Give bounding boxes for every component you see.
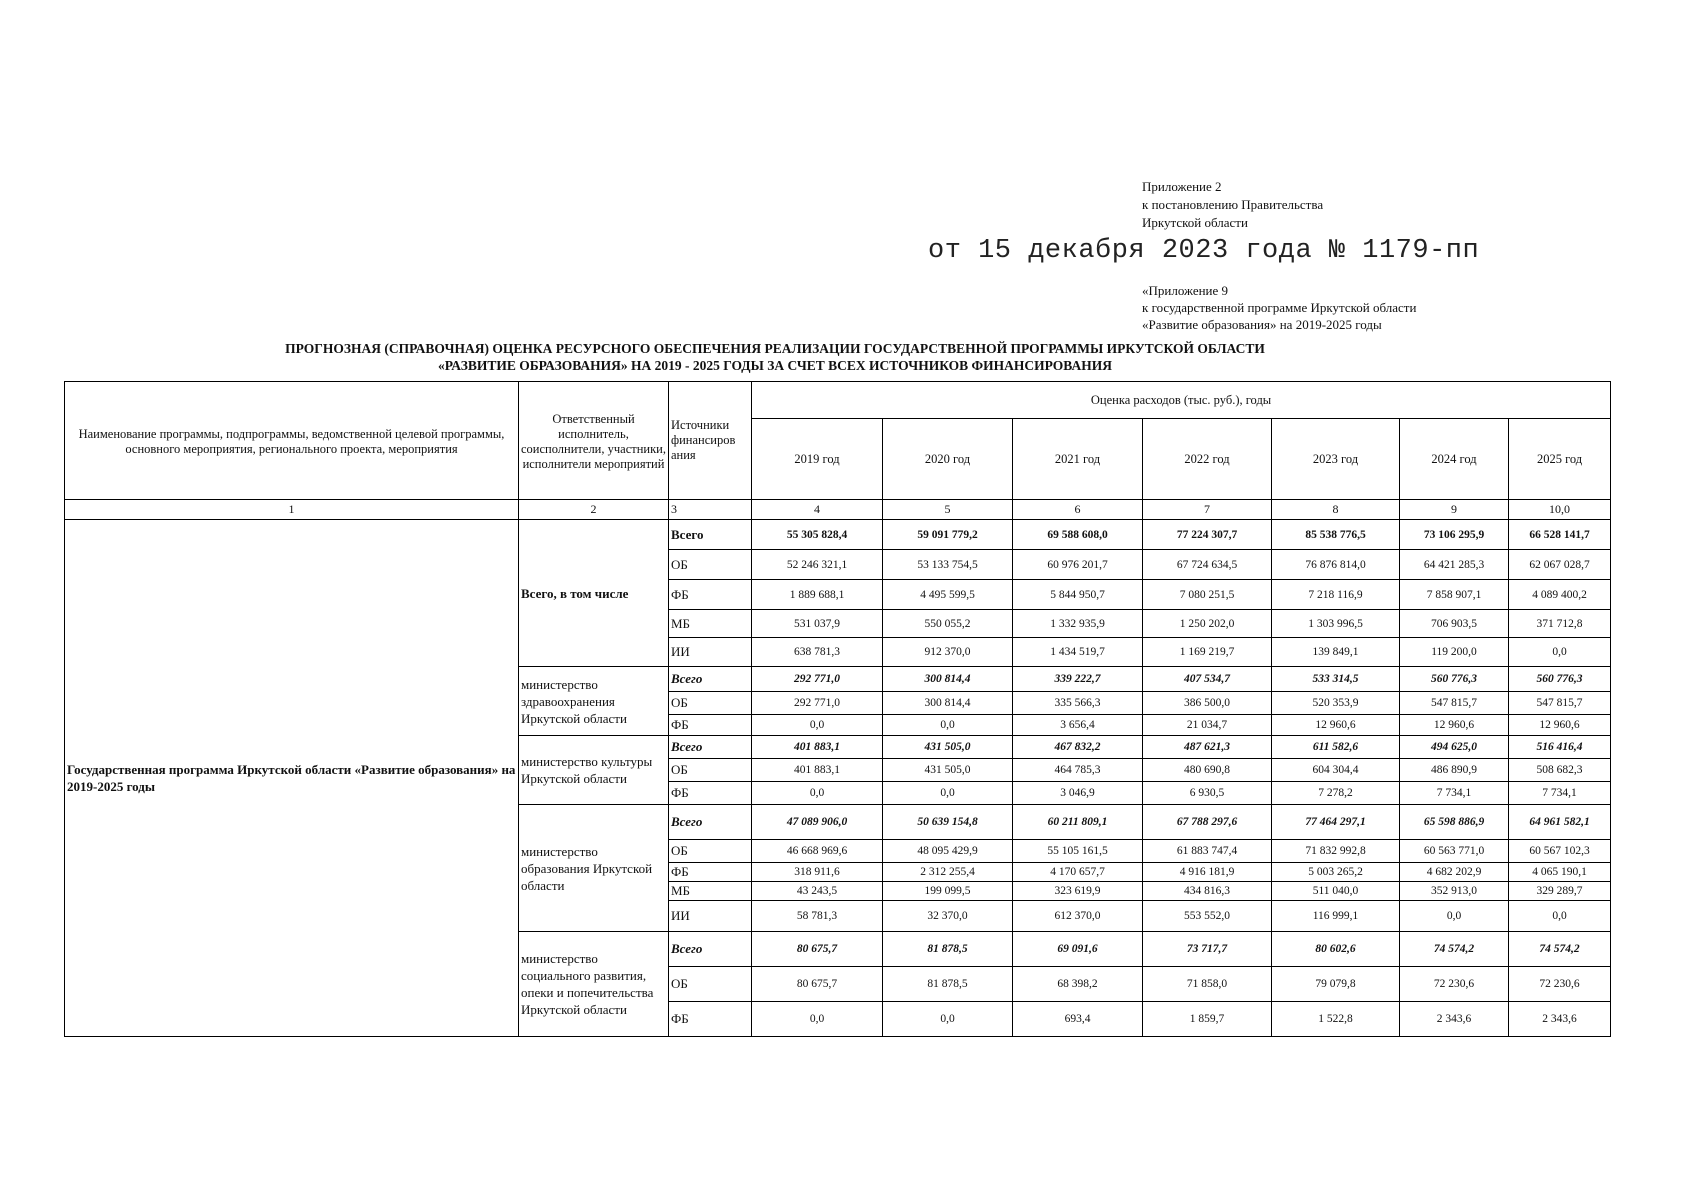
value-cell: 80 602,6 (1272, 932, 1400, 967)
value-cell: 2 343,6 (1509, 1002, 1611, 1037)
value-cell: 12 960,6 (1509, 715, 1611, 736)
value-cell: 68 398,2 (1013, 967, 1143, 1002)
year-header: 2022 год (1143, 419, 1272, 500)
source-cell: ИИ (669, 901, 752, 932)
value-cell: 61 883 747,4 (1143, 840, 1272, 863)
value-cell: 706 903,5 (1400, 610, 1509, 638)
value-cell: 73 717,7 (1143, 932, 1272, 967)
value-cell: 292 771,0 (752, 692, 883, 715)
column-number: 10,0 (1509, 500, 1611, 520)
col-executor-header: Ответственный исполнитель, соисполнители, участники, исполнители мероприятий (519, 382, 669, 500)
executor-cell: Всего, в том числе (519, 520, 669, 667)
value-cell: 12 960,6 (1272, 715, 1400, 736)
value-cell: 480 690,8 (1143, 759, 1272, 782)
col-name-header: Наименование программы, подпрограммы, ведомственной целевой программы, основного мероприятия, регионального проекта, мероприятия (65, 382, 519, 500)
value-cell: 4 089 400,2 (1509, 580, 1611, 610)
value-cell: 76 876 814,0 (1272, 550, 1400, 580)
source-cell: ОБ (669, 759, 752, 782)
column-number: 9 (1400, 500, 1509, 520)
value-cell: 431 505,0 (883, 736, 1013, 759)
value-cell: 7 080 251,5 (1143, 580, 1272, 610)
value-cell: 464 785,3 (1013, 759, 1143, 782)
value-cell: 1 303 996,5 (1272, 610, 1400, 638)
executor-cell: министерство здравоохранения Иркутской области (519, 667, 669, 736)
value-cell: 67 724 634,5 (1143, 550, 1272, 580)
value-cell: 329 289,7 (1509, 882, 1611, 901)
value-cell: 72 230,6 (1509, 967, 1611, 1002)
executor-cell: министерство культуры Иркутской области (519, 736, 669, 805)
column-number: 2 (519, 500, 669, 520)
value-cell: 80 675,7 (752, 932, 883, 967)
value-cell: 520 353,9 (1272, 692, 1400, 715)
source-cell: ОБ (669, 967, 752, 1002)
value-cell: 5 844 950,7 (1013, 580, 1143, 610)
value-cell: 50 639 154,8 (883, 805, 1013, 840)
value-cell: 1 434 519,7 (1013, 638, 1143, 667)
value-cell: 58 781,3 (752, 901, 883, 932)
source-cell: Всего (669, 736, 752, 759)
value-cell: 119 200,0 (1400, 638, 1509, 667)
value-cell: 52 246 321,1 (752, 550, 883, 580)
value-cell: 560 776,3 (1509, 667, 1611, 692)
value-cell: 72 230,6 (1400, 967, 1509, 1002)
value-cell: 81 878,5 (883, 932, 1013, 967)
value-cell: 292 771,0 (752, 667, 883, 692)
value-cell: 21 034,7 (1143, 715, 1272, 736)
value-cell: 85 538 776,5 (1272, 520, 1400, 550)
value-cell: 371 712,8 (1509, 610, 1611, 638)
column-number: 4 (752, 500, 883, 520)
value-cell: 467 832,2 (1013, 736, 1143, 759)
value-cell: 638 781,3 (752, 638, 883, 667)
value-cell: 64 421 285,3 (1400, 550, 1509, 580)
value-cell: 0,0 (883, 1002, 1013, 1037)
value-cell: 531 037,9 (752, 610, 883, 638)
value-cell: 67 788 297,6 (1143, 805, 1272, 840)
year-header: 2020 год (883, 419, 1013, 500)
value-cell: 7 218 116,9 (1272, 580, 1400, 610)
value-cell: 508 682,3 (1509, 759, 1611, 782)
value-cell: 335 566,3 (1013, 692, 1143, 715)
value-cell: 6 930,5 (1143, 782, 1272, 805)
value-cell: 71 858,0 (1143, 967, 1272, 1002)
value-cell: 7 858 907,1 (1400, 580, 1509, 610)
value-cell: 547 815,7 (1509, 692, 1611, 715)
value-cell: 1 859,7 (1143, 1002, 1272, 1037)
value-cell: 139 849,1 (1272, 638, 1400, 667)
value-cell: 318 911,6 (752, 863, 883, 882)
value-cell: 386 500,0 (1143, 692, 1272, 715)
source-cell: Всего (669, 520, 752, 550)
value-cell: 912 370,0 (883, 638, 1013, 667)
value-cell: 48 095 429,9 (883, 840, 1013, 863)
source-cell: Всего (669, 932, 752, 967)
value-cell: 560 776,3 (1400, 667, 1509, 692)
value-cell: 199 099,5 (883, 882, 1013, 901)
value-cell: 43 243,5 (752, 882, 883, 901)
value-cell: 323 619,9 (1013, 882, 1143, 901)
value-cell: 4 065 190,1 (1509, 863, 1611, 882)
value-cell: 550 055,2 (883, 610, 1013, 638)
year-header: 2019 год (752, 419, 883, 500)
value-cell: 77 224 307,7 (1143, 520, 1272, 550)
value-cell: 79 079,8 (1272, 967, 1400, 1002)
source-cell: ФБ (669, 1002, 752, 1037)
value-cell: 0,0 (752, 715, 883, 736)
value-cell: 2 343,6 (1400, 1002, 1509, 1037)
value-cell: 116 999,1 (1272, 901, 1400, 932)
resource-table (64, 381, 1611, 1037)
value-cell: 1 889 688,1 (752, 580, 883, 610)
value-cell: 431 505,0 (883, 759, 1013, 782)
value-cell: 74 574,2 (1509, 932, 1611, 967)
value-cell: 46 668 969,6 (752, 840, 883, 863)
value-cell: 4 170 657,7 (1013, 863, 1143, 882)
year-header: 2023 год (1272, 419, 1400, 500)
value-cell: 7 278,2 (1272, 782, 1400, 805)
value-cell: 80 675,7 (752, 967, 883, 1002)
value-cell: 516 416,4 (1509, 736, 1611, 759)
value-cell: 1 169 219,7 (1143, 638, 1272, 667)
value-cell: 0,0 (883, 715, 1013, 736)
value-cell: 486 890,9 (1400, 759, 1509, 782)
value-cell: 3 656,4 (1013, 715, 1143, 736)
value-cell: 553 552,0 (1143, 901, 1272, 932)
value-cell: 0,0 (1509, 901, 1611, 932)
decree-date: от 15 декабря 2023 года № 1179-пп (928, 236, 1480, 266)
appendix9-line3: «Развитие образования» на 2019-2025 годы (1142, 317, 1382, 332)
source-cell: ОБ (669, 840, 752, 863)
column-number: 3 (669, 500, 752, 520)
source-cell: Всего (669, 667, 752, 692)
value-cell: 352 913,0 (1400, 882, 1509, 901)
value-cell: 77 464 297,1 (1272, 805, 1400, 840)
value-cell: 300 814,4 (883, 667, 1013, 692)
value-cell: 32 370,0 (883, 901, 1013, 932)
value-cell: 7 734,1 (1509, 782, 1611, 805)
value-cell: 2 312 255,4 (883, 863, 1013, 882)
source-cell: ФБ (669, 715, 752, 736)
year-header: 2025 год (1509, 419, 1611, 500)
column-number: 7 (1143, 500, 1272, 520)
table-row (65, 520, 1611, 550)
value-cell: 66 528 141,7 (1509, 520, 1611, 550)
source-cell: МБ (669, 610, 752, 638)
value-cell: 401 883,1 (752, 736, 883, 759)
value-cell: 60 211 809,1 (1013, 805, 1143, 840)
value-cell: 4 916 181,9 (1143, 863, 1272, 882)
source-cell: МБ (669, 882, 752, 901)
executor-cell: министерство социального развития, опеки и попечительства Иркутской области (519, 932, 669, 1037)
value-cell: 604 304,4 (1272, 759, 1400, 782)
value-cell: 693,4 (1013, 1002, 1143, 1037)
value-cell: 65 598 886,9 (1400, 805, 1509, 840)
executor-cell: министерство образования Иркутской области (519, 805, 669, 932)
value-cell: 1 522,8 (1272, 1002, 1400, 1037)
value-cell: 0,0 (752, 1002, 883, 1037)
source-cell: ФБ (669, 580, 752, 610)
value-cell: 12 960,6 (1400, 715, 1509, 736)
value-cell: 55 105 161,5 (1013, 840, 1143, 863)
value-cell: 1 250 202,0 (1143, 610, 1272, 638)
value-cell: 612 370,0 (1013, 901, 1143, 932)
document-title-line1: ПРОГНОЗНАЯ (СПРАВОЧНАЯ) ОЦЕНКА РЕСУРСНОГО ОБЕСПЕЧЕНИЯ РЕАЛИЗАЦИИ ГОСУДАРСТВЕННОЙ ПРОГРАММЫ ИРКУТСКОЙ ОБЛАСТИ (285, 341, 1265, 356)
value-cell: 81 878,5 (883, 967, 1013, 1002)
value-cell: 47 089 906,0 (752, 805, 883, 840)
document-title-line2: «РАЗВИТИЕ ОБРАЗОВАНИЯ» НА 2019 - 2025 ГОДЫ ЗА СЧЕТ ВСЕХ ИСТОЧНИКОВ ФИНАНСИРОВАНИЯ (438, 358, 1112, 373)
value-cell: 5 003 265,2 (1272, 863, 1400, 882)
value-cell: 0,0 (1509, 638, 1611, 667)
value-cell: 62 067 028,7 (1509, 550, 1611, 580)
value-cell: 74 574,2 (1400, 932, 1509, 967)
column-number: 5 (883, 500, 1013, 520)
value-cell: 533 314,5 (1272, 667, 1400, 692)
value-cell: 611 582,6 (1272, 736, 1400, 759)
value-cell: 60 563 771,0 (1400, 840, 1509, 863)
value-cell: 60 976 201,7 (1013, 550, 1143, 580)
value-cell: 60 567 102,3 (1509, 840, 1611, 863)
source-cell: Всего (669, 805, 752, 840)
appendix9-block (1142, 282, 1416, 333)
value-cell: 487 621,3 (1143, 736, 1272, 759)
column-number: 1 (65, 500, 519, 520)
region-line: Иркутской области (1142, 215, 1248, 230)
appendix9-line2: к государственной программе Иркутской области (1142, 300, 1417, 315)
expense-header: Оценка расходов (тыс. руб.), годы (752, 382, 1611, 419)
value-cell: 511 040,0 (1272, 882, 1400, 901)
source-cell: ОБ (669, 550, 752, 580)
year-header: 2021 год (1013, 419, 1143, 500)
value-cell: 434 816,3 (1143, 882, 1272, 901)
source-cell: ФБ (669, 782, 752, 805)
value-cell: 547 815,7 (1400, 692, 1509, 715)
year-header: 2024 год (1400, 419, 1509, 500)
value-cell: 69 091,6 (1013, 932, 1143, 967)
program-name: Государственная программа Иркутской области «Развитие образования» на 2019-2025 годы (65, 520, 519, 1037)
appendix9-line1: «Приложение 9 (1142, 283, 1229, 298)
header-block (1142, 178, 1323, 232)
appendix-label: Приложение 2 (1142, 179, 1222, 194)
value-cell: 3 046,9 (1013, 782, 1143, 805)
value-cell: 69 588 608,0 (1013, 520, 1143, 550)
value-cell: 4 682 202,9 (1400, 863, 1509, 882)
value-cell: 7 734,1 (1400, 782, 1509, 805)
column-number: 6 (1013, 500, 1143, 520)
value-cell: 0,0 (752, 782, 883, 805)
col-source-header: Источники финансиров ания (669, 382, 752, 500)
value-cell: 55 305 828,4 (752, 520, 883, 550)
value-cell: 1 332 935,9 (1013, 610, 1143, 638)
value-cell: 407 534,7 (1143, 667, 1272, 692)
source-cell: ФБ (669, 863, 752, 882)
value-cell: 4 495 599,5 (883, 580, 1013, 610)
source-cell: ОБ (669, 692, 752, 715)
decree-ref-line: к постановлению Правительства (1142, 197, 1324, 212)
value-cell: 71 832 992,8 (1272, 840, 1400, 863)
value-cell: 339 222,7 (1013, 667, 1143, 692)
value-cell: 64 961 582,1 (1509, 805, 1611, 840)
source-cell: ИИ (669, 638, 752, 667)
value-cell: 494 625,0 (1400, 736, 1509, 759)
value-cell: 73 106 295,9 (1400, 520, 1509, 550)
column-number: 8 (1272, 500, 1400, 520)
value-cell: 53 133 754,5 (883, 550, 1013, 580)
value-cell: 0,0 (1400, 901, 1509, 932)
value-cell: 401 883,1 (752, 759, 883, 782)
value-cell: 300 814,4 (883, 692, 1013, 715)
value-cell: 59 091 779,2 (883, 520, 1013, 550)
value-cell: 0,0 (883, 782, 1013, 805)
